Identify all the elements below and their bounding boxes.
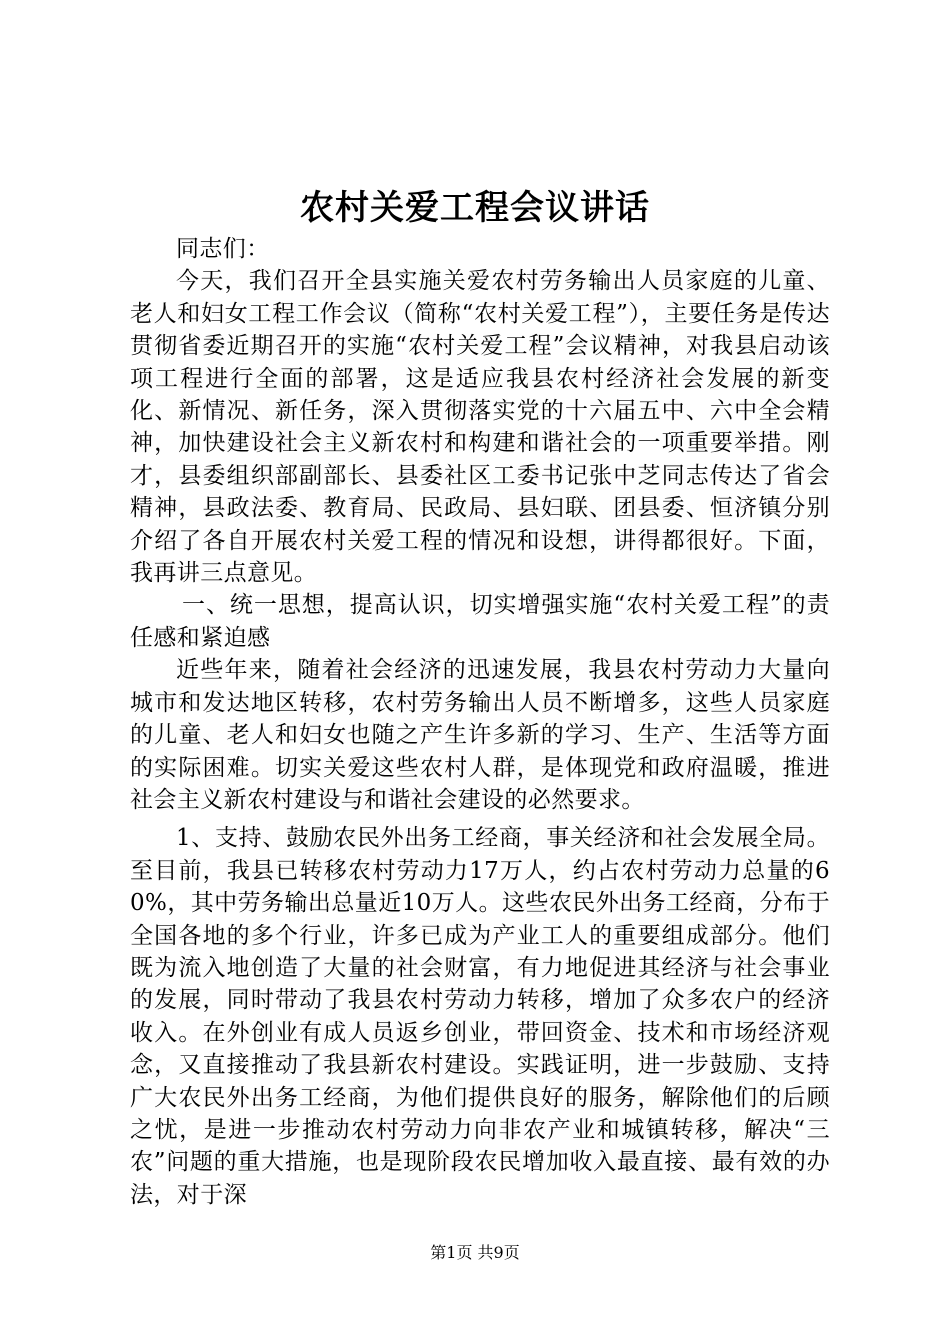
document-body <box>130 233 830 1211</box>
body-paragraph: 1、支持、鼓励农民外出务工经商，事关经济和社会发展全局。至目前，我县已转移农村劳动力17万人，约占农村劳动力总量的60%，其中劳务输出总量近10万人。这些农民外出务工经商，分布于全国各地的多个行业，许多已成为产业工人的重要组成部分。他们既为流入地创造了大量的社会财富，有力地促进其经济与社会事业的发展，同时带动了我县农村劳动力转移，增加了众多农户的经济收入。在外创业有成人员返乡创业，带回资金、技术和市场经济观念，又直接推动了我县新农村建设。实践证明，进一步鼓励、支持广大农民外出务工经商，为他们提供良好的服务，解除他们的后顾之忧，是进一步推动农村劳动力向非农产业和城镇转移，解决“三农”问题的重大措施，也是现阶段农民增加收入最直接、最有效的办法，对于深 <box>130 825 830 1208</box>
salutation-paragraph: 同志们： <box>176 236 270 262</box>
page-number: 第1页 共9页 <box>430 1243 520 1262</box>
document-title: 农村关爱工程会议讲话 <box>300 188 650 228</box>
section-heading: 一、统一思想，提高认识，切实增强实施“农村关爱工程”的责任感和紧迫感 <box>130 592 830 651</box>
body-paragraph: 近些年来，随着社会经济的迅速发展，我县农村劳动力大量向城市和发达地区转移，农村劳务输出人员不断增多，这些人员家庭的儿童、老人和妇女也随之产生许多新的学习、生产、生活等方面的实际困难。切实关爱这些农村人群，是体现党和政府温暖，推进社会主义新农村建设与和谐社会建设的必然要求。 <box>130 657 830 813</box>
intro-paragraph: 今天，我们召开全县实施关爱农村劳务输出人员家庭的儿童、老人和妇女工程工作会议（简称“农村关爱工程”），主要任务是传达贯彻省委近期召开的实施“农村关爱工程”会议精神，对我县启动该项工程进行全面的部署，这是适应我县农村经济社会发展的新变化、新情况、新任务，深入贯彻落实党的十六届五中、六中全会精神，加快建设社会主义新农村和构建和谐社会的一项重要举措。刚才，县委组织部副部长、县委社区工委书记张中芝同志传达了省会精神，县政法委、教育局、民政局、县妇联、团县委、恒济镇分别介绍了各自开展农村关爱工程的情况和设想，讲得都很好。下面，我再讲三点意见。 <box>130 268 830 587</box>
